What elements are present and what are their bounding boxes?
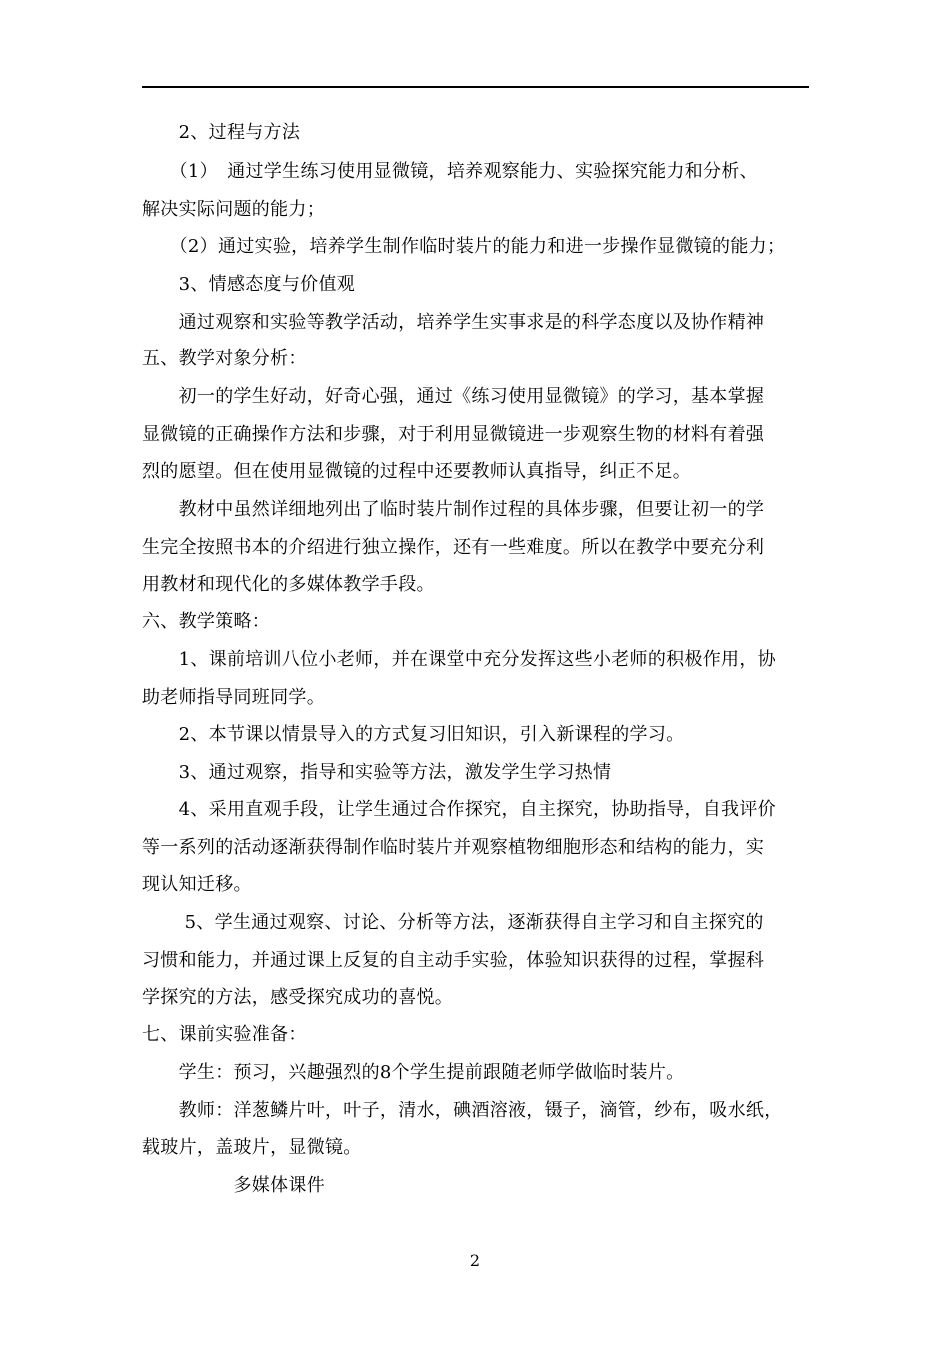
text-line-20: 等一系列的活动逐渐获得制作临时装片并观察植物细胞形态和结构的能力，实 [142,837,765,858]
text-line-26: 学生：预习，兴趣强烈的8个学生提前跟随老师学做临时装片。 [142,1062,685,1083]
text-line-12: 生完全按照书本的介绍进行独立操作，还有一些难度。所以在教学中要充分利 [142,537,765,558]
text-line-10: 烈的愿望。但在使用显微镜的过程中还要教师认真指导，纠正不足。 [142,461,691,482]
text-line-22: 5、学生通过观察、讨论、分析等方法，逐渐获得自主学习和自主探究的 [142,912,764,933]
text-line-18: 3、通过观察，指导和实验等方法，激发学生学习热情 [142,762,612,783]
section-heading-6: 六、教学策略： [142,611,271,632]
text-line-8: 初一的学生好动，好奇心强，通过《练习使用显微镜》的学习，基本掌握 [142,386,765,407]
text-line-29: 多媒体课件 [142,1175,325,1196]
section-heading-5: 五、教学对象分析： [142,348,307,369]
text-line-27: 教师：洋葱鳞片叶，叶子，清水，碘酒溶液，镊子，滴管，纱布，吸水纸， [142,1100,783,1121]
text-line-13: 用教材和现代化的多媒体教学手段。 [142,574,435,595]
text-line-11: 教材中虽然详细地列出了临时装片制作过程的具体步骤，但要让初一的学 [142,499,765,520]
text-line-16: 助老师指导同班同学。 [142,687,325,708]
text-line-23: 习惯和能力，并通过课上反复的自主动手实验，体验知识获得的过程，掌握科 [142,950,765,971]
text-line-19: 4、采用直观手段，让学生通过合作探究，自主探究，协助指导，自我评价 [142,799,776,820]
text-line-9: 显微镜的正确操作方法和步骤，对于利用显微镜进一步观察生物的材料有着强 [142,424,765,445]
page-number: 2 [469,1251,481,1270]
text-line-17: 2、本节课以情景导入的方式复习旧知识，引入新课程的学习。 [142,724,685,745]
text-line-4: （2）通过实验，培养学生制作临时装片的能力和进一步操作显微镜的能力； [142,236,786,257]
text-line-15: 1、课前培训八位小老师，并在课堂中充分发挥这些小老师的积极作用，协 [142,649,776,670]
text-line-6: 通过观察和实验等教学活动，培养学生实事求是的科学态度以及协作精神 [142,312,765,333]
text-line-21: 现认知迁移。 [142,874,252,895]
header-rule [142,86,809,88]
text-line-1: 2、过程与方法 [142,122,301,143]
section-heading-7: 七、课前实验准备： [142,1024,307,1045]
text-line-3: 解决实际问题的能力； [142,199,325,220]
text-line-5: 3、情感态度与价值观 [142,274,356,295]
text-line-24: 学探究的方法，感受探究成功的喜悦。 [142,987,454,1008]
text-line-28: 载玻片，盖玻片，显微镜。 [142,1137,362,1158]
text-line-2: （1） 通过学生练习使用显微镜，培养观察能力、实验探究能力和分析、 [142,161,758,182]
